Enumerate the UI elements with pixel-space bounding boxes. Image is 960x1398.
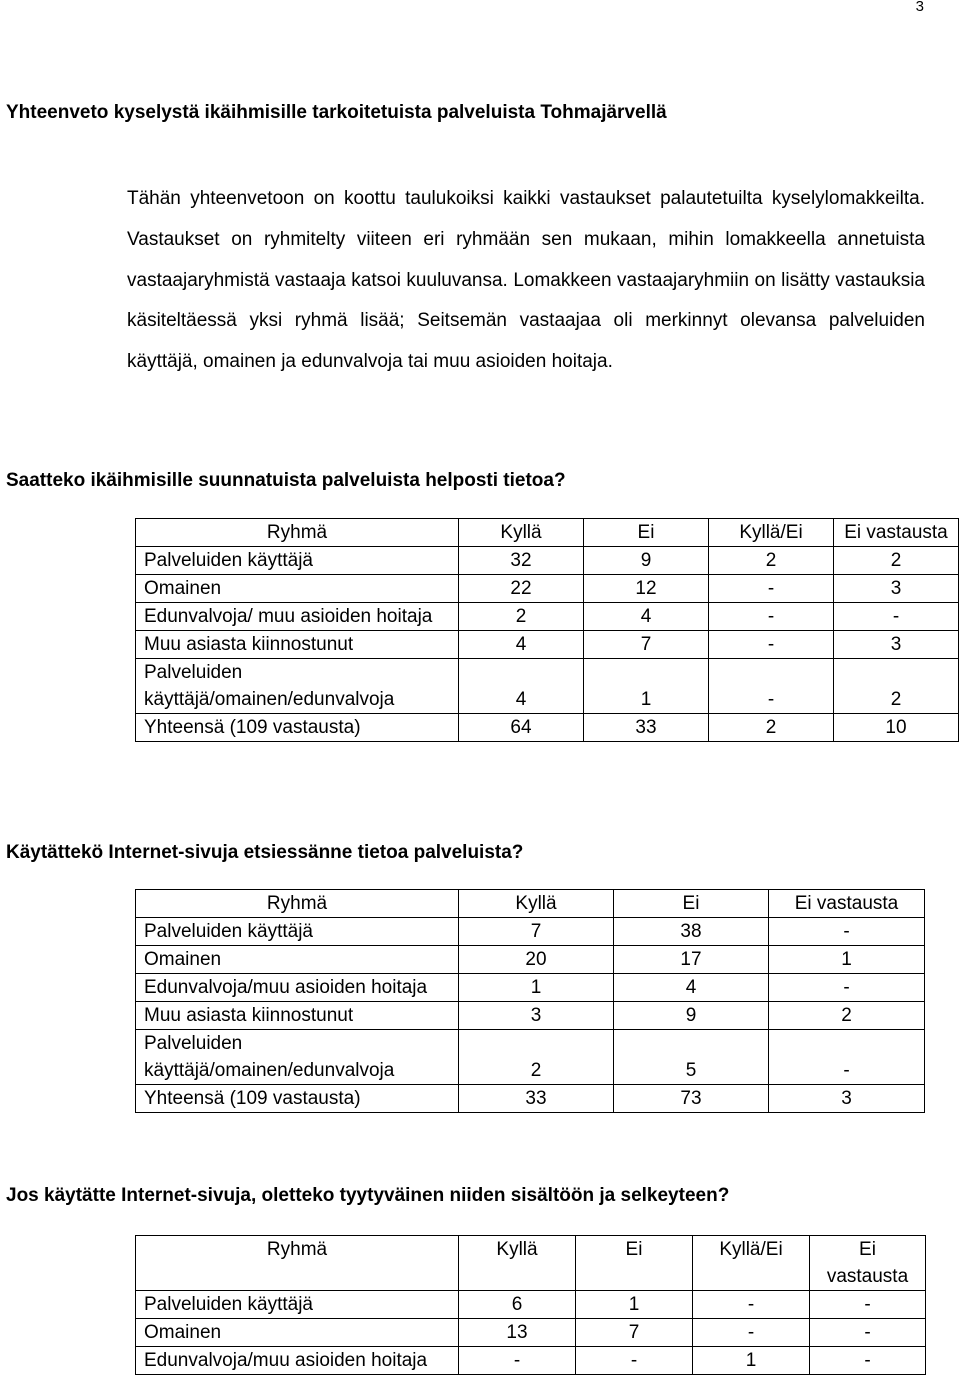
row-label: Edunvalvoja/muu asioiden hoitaja: [136, 974, 459, 1002]
table-cell: -: [693, 1291, 810, 1319]
table-cell: -: [709, 659, 834, 714]
table-cell: 3: [459, 1002, 614, 1030]
column-header: Ryhmä: [136, 1236, 459, 1291]
table-cell: 10: [834, 714, 959, 742]
table-internet-use: [135, 889, 925, 1113]
table-cell: 9: [584, 547, 709, 575]
row-label: Palveluiden käyttäjä: [136, 1291, 459, 1319]
table-cell: -: [769, 974, 925, 1002]
table-row: [136, 659, 959, 714]
table-cell: 3: [834, 631, 959, 659]
column-header: Kyllä: [459, 519, 584, 547]
section-heading-satisfaction: Jos käytätte Internet-sivuja, oletteko tyytyväinen niiden sisältöön ja selkeyteen?: [6, 1185, 730, 1206]
table-cell: -: [709, 603, 834, 631]
section-heading-info-access: Saatteko ikäihmisille suunnatuista palveluista helposti tietoa?: [6, 470, 566, 491]
row-label: Yhteensä (109 vastausta): [136, 1085, 459, 1113]
table-cell: 2: [834, 659, 959, 714]
table-header-row: [136, 890, 925, 918]
document-title: Yhteenveto kyselystä ikäihmisille tarkoitetuista palveluista Tohmajärvellä: [6, 102, 667, 123]
table-row-total: [136, 714, 959, 742]
row-label: Omainen: [136, 946, 459, 974]
table-row: [136, 974, 925, 1002]
row-label: Edunvalvoja/muu asioiden hoitaja: [136, 1347, 459, 1375]
table-cell: -: [810, 1291, 926, 1319]
table-cell: -: [810, 1347, 926, 1375]
table-row: [136, 603, 959, 631]
table-cell: -: [834, 603, 959, 631]
table-cell: 4: [584, 603, 709, 631]
table-cell: -: [693, 1319, 810, 1347]
table-cell: 13: [459, 1319, 576, 1347]
row-label: Yhteensä (109 vastausta): [136, 714, 459, 742]
table-row: [136, 1347, 926, 1375]
table-cell: -: [709, 575, 834, 603]
table-cell: 7: [459, 918, 614, 946]
row-label: Muu asiasta kiinnostunut: [136, 631, 459, 659]
table-info-access: [135, 518, 959, 742]
column-header: Kyllä: [459, 1236, 576, 1291]
table-cell: 2: [834, 547, 959, 575]
table-cell: -: [459, 1347, 576, 1375]
row-label: Palveluiden käyttäjä/omainen/edunvalvoja: [136, 659, 459, 714]
table-cell: 73: [614, 1085, 769, 1113]
table-cell: 2: [769, 1002, 925, 1030]
table-header-row: [136, 519, 959, 547]
table-row: [136, 946, 925, 974]
column-header: Kyllä/Ei: [709, 519, 834, 547]
table-cell: -: [810, 1319, 926, 1347]
table-satisfaction: [135, 1235, 926, 1375]
column-header: Ei vastausta: [769, 890, 925, 918]
table-cell: 1: [459, 974, 614, 1002]
row-label: Palveluiden käyttäjä/omainen/edunvalvoja: [136, 1030, 459, 1085]
table-cell: 7: [576, 1319, 693, 1347]
row-label: Palveluiden käyttäjä: [136, 547, 459, 575]
column-header: Ei: [584, 519, 709, 547]
table-cell: 17: [614, 946, 769, 974]
table-cell: 4: [459, 631, 584, 659]
table-cell: 2: [709, 714, 834, 742]
table-cell: 1: [693, 1347, 810, 1375]
row-label: Edunvalvoja/ muu asioiden hoitaja: [136, 603, 459, 631]
table-cell: -: [709, 631, 834, 659]
table-cell: 33: [584, 714, 709, 742]
table-row-total: [136, 1085, 925, 1113]
table-cell: 2: [709, 547, 834, 575]
table-row: [136, 1291, 926, 1319]
table-row: [136, 1030, 925, 1085]
table-cell: -: [576, 1347, 693, 1375]
row-label: Omainen: [136, 1319, 459, 1347]
table-cell: 1: [576, 1291, 693, 1319]
table-header-row: [136, 1236, 926, 1291]
table-cell: 2: [459, 603, 584, 631]
table-cell: 7: [584, 631, 709, 659]
table-cell: 9: [614, 1002, 769, 1030]
table-cell: 20: [459, 946, 614, 974]
column-header: Kyllä: [459, 890, 614, 918]
section-heading-internet-use: Käytättekö Internet-sivuja etsiessänne tietoa palveluista?: [6, 842, 524, 863]
table-cell: 33: [459, 1085, 614, 1113]
table-cell: 2: [459, 1030, 614, 1085]
table-cell: 5: [614, 1030, 769, 1085]
row-label: Palveluiden käyttäjä: [136, 918, 459, 946]
table-row: [136, 1002, 925, 1030]
table-cell: 32: [459, 547, 584, 575]
column-header: Ei: [576, 1236, 693, 1291]
table-cell: -: [769, 918, 925, 946]
table-row: [136, 1319, 926, 1347]
table-cell: 38: [614, 918, 769, 946]
table-cell: -: [769, 1030, 925, 1085]
table-cell: 1: [584, 659, 709, 714]
table-cell: 22: [459, 575, 584, 603]
row-label: Omainen: [136, 575, 459, 603]
intro-paragraph: Tähän yhteenvetoon on koottu taulukoiksi kaikki vastaukset palautetuilta kyselylomakkeilta. Vastaukset on ryhmitelty viiteen eri ryhmään sen mukaan, mihin lomakkeella annetuista vastaajaryhmistä vastaaja katsoi kuuluvansa. Lomakkeen vastaajaryhmiin on lisätty vastauksia käsiteltäessä yksi ryhmä lisää; Seitsemän vastaajaa oli merkinnyt olevansa palveluiden käyttäjä, omainen ja edunvalvoja tai muu asioiden hoitaja.: [127, 188, 925, 373]
table-row: [136, 575, 959, 603]
table-cell: 12: [584, 575, 709, 603]
table-cell: 4: [459, 659, 584, 714]
row-label: Muu asiasta kiinnostunut: [136, 1002, 459, 1030]
column-header: Ei: [614, 890, 769, 918]
table-cell: 6: [459, 1291, 576, 1319]
column-header: Kyllä/Ei: [693, 1236, 810, 1291]
column-header: Ryhmä: [136, 519, 459, 547]
table-cell: 3: [769, 1085, 925, 1113]
table-row: [136, 547, 959, 575]
table-row: [136, 631, 959, 659]
column-header: Ei vastausta: [834, 519, 959, 547]
page-number: 3: [915, 0, 924, 15]
table-cell: 64: [459, 714, 584, 742]
column-header: Ryhmä: [136, 890, 459, 918]
column-header: Ei vastausta: [810, 1236, 926, 1291]
table-cell: 1: [769, 946, 925, 974]
table-row: [136, 918, 925, 946]
table-cell: 3: [834, 575, 959, 603]
table-cell: 4: [614, 974, 769, 1002]
